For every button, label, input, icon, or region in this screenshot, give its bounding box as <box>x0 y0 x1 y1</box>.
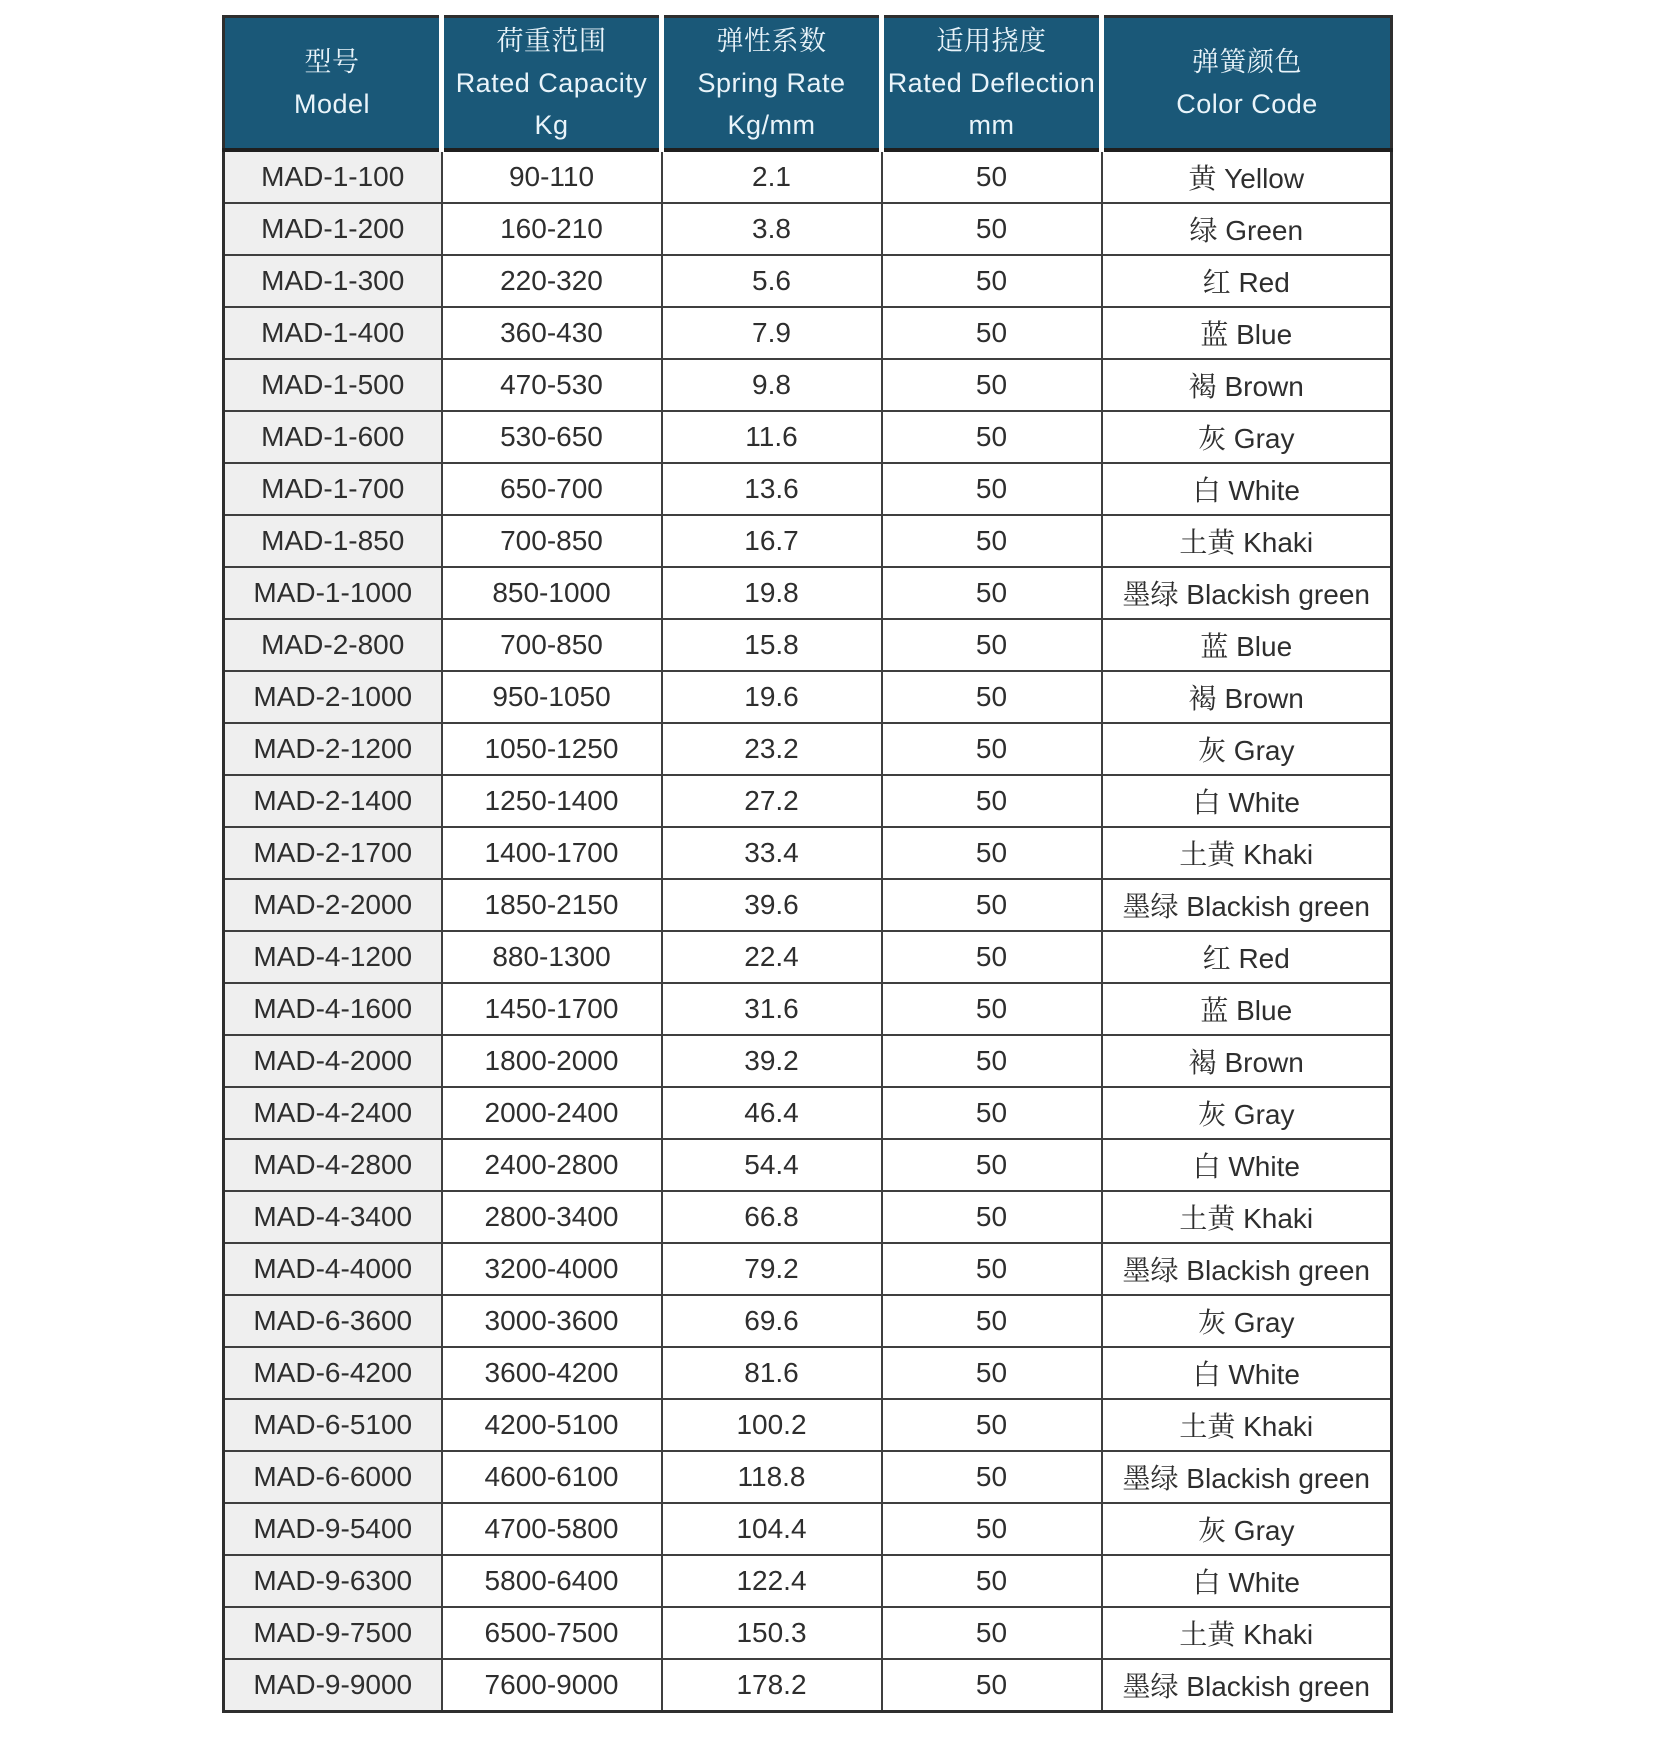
deflection-cell: 50 <box>882 1035 1102 1087</box>
model-cell: MAD-1-1000 <box>224 567 442 619</box>
color-code-cell: 褐 Brown <box>1102 1035 1392 1087</box>
model-cell: MAD-1-100 <box>224 150 442 203</box>
capacity-cell: 700-850 <box>442 619 662 671</box>
spring-rate-cell: 19.6 <box>662 671 882 723</box>
col-header-model-zh: 型号 <box>304 47 360 77</box>
model-cell: MAD-4-1200 <box>224 931 442 983</box>
capacity-cell: 1050-1250 <box>442 723 662 775</box>
color-code-cell: 蓝 Blue <box>1102 619 1392 671</box>
table-row <box>224 671 1392 723</box>
table-row <box>224 1035 1392 1087</box>
header-row <box>224 17 1392 151</box>
spring-rate-cell: 2.1 <box>662 150 882 203</box>
capacity-cell: 880-1300 <box>442 931 662 983</box>
spring-rate-cell: 178.2 <box>662 1659 882 1712</box>
model-cell: MAD-4-2800 <box>224 1139 442 1191</box>
spring-rate-cell: 33.4 <box>662 827 882 879</box>
color-code-cell: 土黄 Khaki <box>1102 1191 1392 1243</box>
color-code-cell: 蓝 Blue <box>1102 983 1392 1035</box>
table-row <box>224 515 1392 567</box>
deflection-cell: 50 <box>882 203 1102 255</box>
capacity-cell: 700-850 <box>442 515 662 567</box>
col-header-deflection-en: Rated Deflection <box>887 68 1096 98</box>
table-row <box>224 827 1392 879</box>
spring-rate-cell: 118.8 <box>662 1451 882 1503</box>
model-cell: MAD-1-500 <box>224 359 442 411</box>
spring-rate-cell: 11.6 <box>662 411 882 463</box>
model-cell: MAD-4-4000 <box>224 1243 442 1295</box>
model-cell: MAD-1-700 <box>224 463 442 515</box>
model-cell: MAD-2-1200 <box>224 723 442 775</box>
table-row <box>224 411 1392 463</box>
deflection-cell: 50 <box>882 931 1102 983</box>
model-cell: MAD-9-9000 <box>224 1659 442 1712</box>
deflection-cell: 50 <box>882 150 1102 203</box>
capacity-cell: 4700-5800 <box>442 1503 662 1555</box>
deflection-cell: 50 <box>882 1243 1102 1295</box>
deflection-cell: 50 <box>882 1347 1102 1399</box>
capacity-cell: 3000-3600 <box>442 1295 662 1347</box>
col-header-capacity-en: Rated Capacity <box>455 68 648 98</box>
col-header-deflection-unit: mm <box>968 110 1015 140</box>
spring-rate-cell: 79.2 <box>662 1243 882 1295</box>
deflection-cell: 50 <box>882 983 1102 1035</box>
deflection-cell: 50 <box>882 619 1102 671</box>
color-code-cell: 墨绿 Blackish green <box>1102 1243 1392 1295</box>
model-cell: MAD-1-600 <box>224 411 442 463</box>
col-header-capacity-unit: Kg <box>534 110 569 140</box>
color-code-cell: 褐 Brown <box>1102 359 1392 411</box>
table-row <box>224 1607 1392 1659</box>
color-code-cell: 灰 Gray <box>1102 411 1392 463</box>
color-code-cell: 灰 Gray <box>1102 1295 1392 1347</box>
spring-rate-cell: 19.8 <box>662 567 882 619</box>
spring-rate-cell: 104.4 <box>662 1503 882 1555</box>
color-code-cell: 灰 Gray <box>1102 1087 1392 1139</box>
model-cell: MAD-9-5400 <box>224 1503 442 1555</box>
col-header-spring-rate-en: Spring Rate <box>697 68 846 98</box>
capacity-cell: 3600-4200 <box>442 1347 662 1399</box>
model-cell: MAD-6-5100 <box>224 1399 442 1451</box>
color-code-cell: 土黄 Khaki <box>1102 1399 1392 1451</box>
model-cell: MAD-9-7500 <box>224 1607 442 1659</box>
color-code-cell: 红 Red <box>1102 255 1392 307</box>
spring-rate-cell: 66.8 <box>662 1191 882 1243</box>
table-row <box>224 1191 1392 1243</box>
deflection-cell: 50 <box>882 411 1102 463</box>
capacity-cell: 5800-6400 <box>442 1555 662 1607</box>
spring-rate-cell: 22.4 <box>662 931 882 983</box>
deflection-cell: 50 <box>882 1139 1102 1191</box>
col-header-capacity-zh: 荷重范围 <box>496 26 607 56</box>
color-code-cell: 白 White <box>1102 1139 1392 1191</box>
color-code-cell: 白 White <box>1102 1347 1392 1399</box>
table-row <box>224 1243 1392 1295</box>
table-header <box>224 17 1392 151</box>
col-header-color-code-zh: 弹簧颜色 <box>1192 47 1302 77</box>
capacity-cell: 1400-1700 <box>442 827 662 879</box>
deflection-cell: 50 <box>882 1087 1102 1139</box>
spring-rate-cell: 150.3 <box>662 1607 882 1659</box>
spring-rate-cell: 39.2 <box>662 1035 882 1087</box>
spring-rate-cell: 54.4 <box>662 1139 882 1191</box>
deflection-cell: 50 <box>882 515 1102 567</box>
table-row <box>224 463 1392 515</box>
table-row <box>224 1399 1392 1451</box>
color-code-cell: 白 White <box>1102 463 1392 515</box>
color-code-cell: 黄 Yellow <box>1102 150 1392 203</box>
color-code-cell: 土黄 Khaki <box>1102 827 1392 879</box>
color-code-cell: 灰 Gray <box>1102 1503 1392 1555</box>
spring-rate-cell: 15.8 <box>662 619 882 671</box>
capacity-cell: 90-110 <box>442 150 662 203</box>
deflection-cell: 50 <box>882 1659 1102 1712</box>
capacity-cell: 850-1000 <box>442 567 662 619</box>
col-header-model <box>224 17 442 151</box>
capacity-cell: 1850-2150 <box>442 879 662 931</box>
model-cell: MAD-1-200 <box>224 203 442 255</box>
model-cell: MAD-2-1700 <box>224 827 442 879</box>
col-header-spring-rate <box>662 17 882 151</box>
spring-rate-cell: 81.6 <box>662 1347 882 1399</box>
col-header-spring-rate-zh: 弹性系数 <box>716 26 827 56</box>
capacity-cell: 1800-2000 <box>442 1035 662 1087</box>
table-row <box>224 1451 1392 1503</box>
model-cell: MAD-6-6000 <box>224 1451 442 1503</box>
color-code-cell: 白 White <box>1102 775 1392 827</box>
capacity-cell: 2800-3400 <box>442 1191 662 1243</box>
deflection-cell: 50 <box>882 671 1102 723</box>
color-code-cell: 土黄 Khaki <box>1102 515 1392 567</box>
table-row <box>224 567 1392 619</box>
model-cell: MAD-6-4200 <box>224 1347 442 1399</box>
spring-rate-cell: 31.6 <box>662 983 882 1035</box>
spring-rate-cell: 69.6 <box>662 1295 882 1347</box>
table-row <box>224 1139 1392 1191</box>
capacity-cell: 470-530 <box>442 359 662 411</box>
table-row <box>224 619 1392 671</box>
model-cell: MAD-4-2400 <box>224 1087 442 1139</box>
color-code-cell: 墨绿 Blackish green <box>1102 567 1392 619</box>
capacity-cell: 4200-5100 <box>442 1399 662 1451</box>
table-row <box>224 359 1392 411</box>
model-cell: MAD-1-850 <box>224 515 442 567</box>
table-row <box>224 1659 1392 1712</box>
spring-rate-cell: 5.6 <box>662 255 882 307</box>
capacity-cell: 3200-4000 <box>442 1243 662 1295</box>
capacity-cell: 220-320 <box>442 255 662 307</box>
model-cell: MAD-4-2000 <box>224 1035 442 1087</box>
spring-rate-cell: 122.4 <box>662 1555 882 1607</box>
capacity-cell: 2000-2400 <box>442 1087 662 1139</box>
capacity-cell: 1250-1400 <box>442 775 662 827</box>
model-cell: MAD-2-2000 <box>224 879 442 931</box>
spring-rate-cell: 100.2 <box>662 1399 882 1451</box>
deflection-cell: 50 <box>882 359 1102 411</box>
capacity-cell: 950-1050 <box>442 671 662 723</box>
table-row <box>224 1503 1392 1555</box>
table-row <box>224 879 1392 931</box>
deflection-cell: 50 <box>882 307 1102 359</box>
spring-rate-cell: 9.8 <box>662 359 882 411</box>
capacity-cell: 4600-6100 <box>442 1451 662 1503</box>
color-code-cell: 红 Red <box>1102 931 1392 983</box>
spring-rate-cell: 27.2 <box>662 775 882 827</box>
model-cell: MAD-1-400 <box>224 307 442 359</box>
spring-rate-cell: 13.6 <box>662 463 882 515</box>
table-row <box>224 775 1392 827</box>
table-body <box>224 150 1392 1712</box>
spring-rate-cell: 23.2 <box>662 723 882 775</box>
table-row <box>224 1295 1392 1347</box>
model-cell: MAD-4-3400 <box>224 1191 442 1243</box>
model-cell: MAD-6-3600 <box>224 1295 442 1347</box>
color-code-cell: 土黄 Khaki <box>1102 1607 1392 1659</box>
col-header-spring-rate-unit: Kg/mm <box>727 110 816 140</box>
table-row <box>224 307 1392 359</box>
deflection-cell: 50 <box>882 1191 1102 1243</box>
capacity-cell: 650-700 <box>442 463 662 515</box>
spring-rate-cell: 46.4 <box>662 1087 882 1139</box>
capacity-cell: 160-210 <box>442 203 662 255</box>
model-cell: MAD-1-300 <box>224 255 442 307</box>
deflection-cell: 50 <box>882 567 1102 619</box>
col-header-color-code <box>1102 17 1392 151</box>
model-cell: MAD-9-6300 <box>224 1555 442 1607</box>
color-code-cell: 白 White <box>1102 1555 1392 1607</box>
capacity-cell: 360-430 <box>442 307 662 359</box>
deflection-cell: 50 <box>882 1607 1102 1659</box>
deflection-cell: 50 <box>882 1451 1102 1503</box>
capacity-cell: 7600-9000 <box>442 1659 662 1712</box>
deflection-cell: 50 <box>882 827 1102 879</box>
table-row <box>224 1347 1392 1399</box>
deflection-cell: 50 <box>882 1399 1102 1451</box>
model-cell: MAD-2-1000 <box>224 671 442 723</box>
capacity-cell: 530-650 <box>442 411 662 463</box>
color-code-cell: 墨绿 Blackish green <box>1102 1451 1392 1503</box>
color-code-cell: 墨绿 Blackish green <box>1102 879 1392 931</box>
col-header-capacity <box>442 17 662 151</box>
spring-rate-cell: 16.7 <box>662 515 882 567</box>
table-row <box>224 203 1392 255</box>
col-header-deflection-zh: 适用挠度 <box>936 26 1047 56</box>
col-header-deflection <box>882 17 1102 151</box>
table-row <box>224 723 1392 775</box>
spring-spec-table <box>222 15 1393 1713</box>
color-code-cell: 蓝 Blue <box>1102 307 1392 359</box>
model-cell: MAD-4-1600 <box>224 983 442 1035</box>
table-row <box>224 255 1392 307</box>
deflection-cell: 50 <box>882 879 1102 931</box>
table-row <box>224 1555 1392 1607</box>
deflection-cell: 50 <box>882 255 1102 307</box>
capacity-cell: 2400-2800 <box>442 1139 662 1191</box>
model-cell: MAD-2-800 <box>224 619 442 671</box>
capacity-cell: 6500-7500 <box>442 1607 662 1659</box>
deflection-cell: 50 <box>882 1555 1102 1607</box>
deflection-cell: 50 <box>882 1295 1102 1347</box>
model-cell: MAD-2-1400 <box>224 775 442 827</box>
col-header-model-en: Model <box>293 89 371 119</box>
table-row <box>224 983 1392 1035</box>
deflection-cell: 50 <box>882 1503 1102 1555</box>
capacity-cell: 1450-1700 <box>442 983 662 1035</box>
deflection-cell: 50 <box>882 463 1102 515</box>
color-code-cell: 绿 Green <box>1102 203 1392 255</box>
spring-rate-cell: 39.6 <box>662 879 882 931</box>
spring-rate-cell: 7.9 <box>662 307 882 359</box>
table-row <box>224 931 1392 983</box>
spring-rate-cell: 3.8 <box>662 203 882 255</box>
deflection-cell: 50 <box>882 723 1102 775</box>
table-row <box>224 150 1392 203</box>
col-header-color-code-en: Color Code <box>1176 89 1318 119</box>
table-row <box>224 1087 1392 1139</box>
color-code-cell: 褐 Brown <box>1102 671 1392 723</box>
deflection-cell: 50 <box>882 775 1102 827</box>
color-code-cell: 灰 Gray <box>1102 723 1392 775</box>
color-code-cell: 墨绿 Blackish green <box>1102 1659 1392 1712</box>
